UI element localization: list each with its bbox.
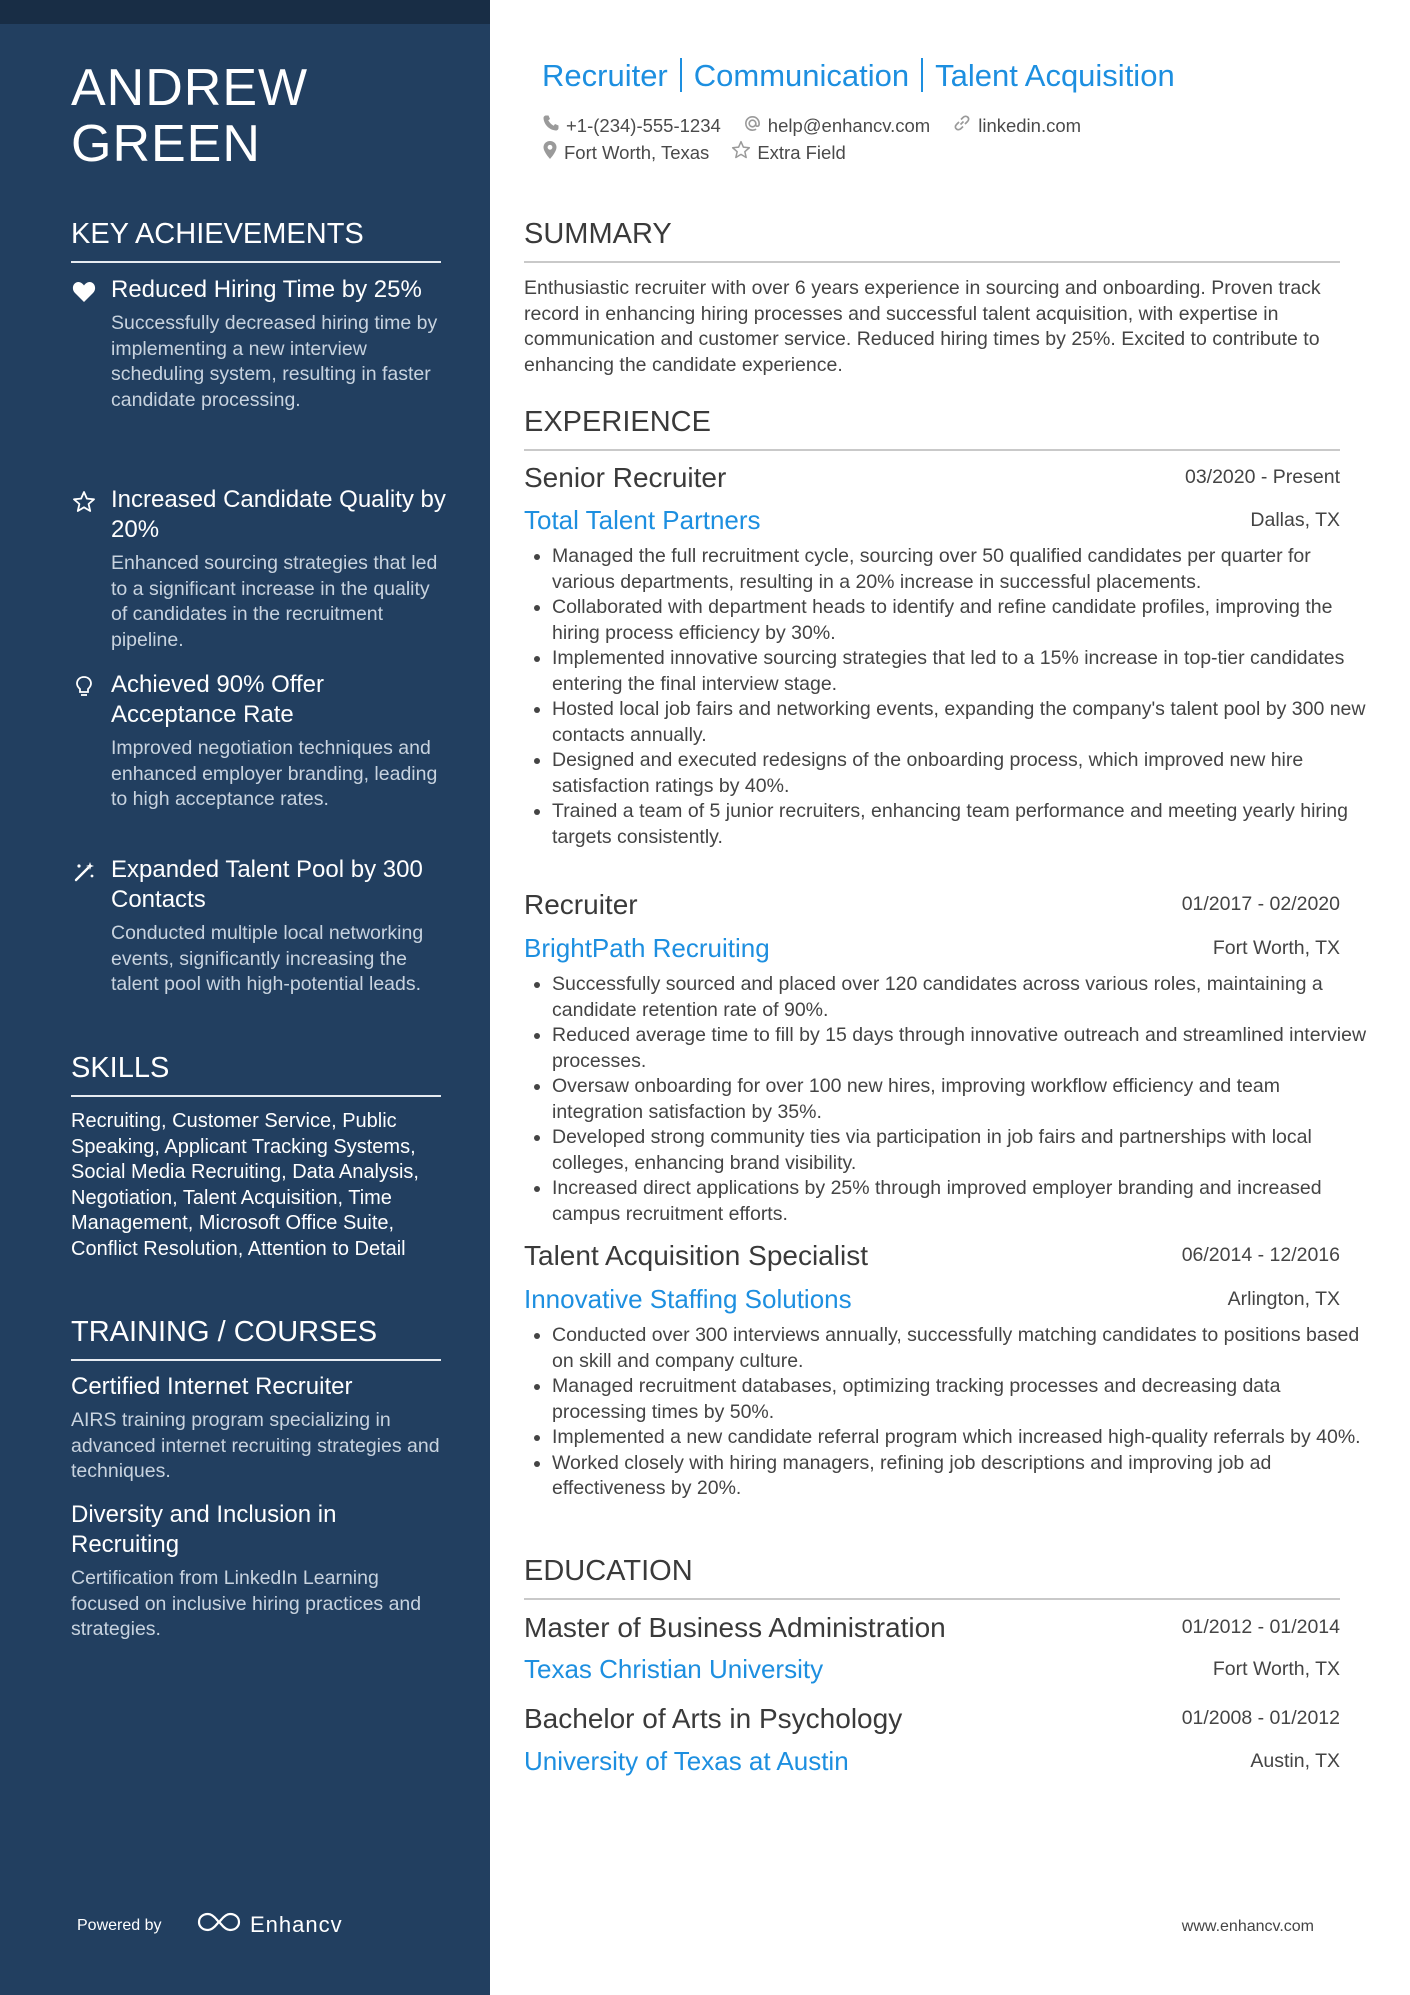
job-header: [524, 1240, 1340, 1274]
brand-logo[interactable]: [196, 1910, 343, 1940]
job-location: Dallas, TX: [1250, 509, 1340, 531]
job-bullet: • Collaborated with department heads to identify and refine candidate profiles, improving the hiring process efficiency by 30%.: [552, 595, 1370, 646]
education-school-row: [524, 1746, 1340, 1780]
star-icon: [71, 489, 97, 515]
job-role: Talent Acquisition Specialist: [524, 1240, 868, 1271]
headline-item: Recruiter: [542, 58, 668, 93]
main-content: [490, 0, 1410, 1995]
section-title-skills: SKILLS: [71, 1052, 441, 1097]
contact-row: [542, 113, 1081, 138]
job-dates: 06/2014 - 12/2016: [1181, 1244, 1340, 1266]
contact-email[interactable]: [743, 113, 930, 138]
heart-icon: [71, 279, 97, 305]
achievement-item: [71, 670, 446, 813]
job-header: [524, 462, 1340, 496]
job-bullet: • Conducted over 300 interviews annually, successfully matching candidates to positions based on skill and company culture.: [552, 1323, 1370, 1374]
job-company-row: [524, 933, 1340, 967]
job-dates: 01/2017 - 02/2020: [1181, 893, 1340, 915]
summary-text: Enthusiastic recruiter with over 6 years experience in sourcing and onboarding. Proven track record in enhancing hiring processes and successful talent acquisition, with expertise in communication and customer service. Reduced hiring times by 25%. Excited to contribute to enhancing the candidate experience.: [524, 277, 1321, 376]
school-name[interactable]: University of Texas at Austin: [524, 1746, 849, 1776]
education-header: [524, 1612, 1340, 1646]
job-bullet: • Successfully sourced and placed over 120 candidates across various roles, maintaining a candidate retention rate of 90%.: [552, 972, 1370, 1023]
section-title-experience: EXPERIENCE: [524, 406, 1340, 451]
job-company[interactable]: BrightPath Recruiting: [524, 933, 770, 963]
job-bullet: • Developed strong community ties via participation in job fairs and partnerships with local colleges, enhancing brand visibility.: [552, 1125, 1370, 1176]
contact-linkedin[interactable]: [952, 113, 1081, 138]
email-text: help@enhancv.com: [767, 114, 931, 136]
job-role: Senior Recruiter: [524, 462, 727, 493]
achievement-title: Increased Candidate Quality by 20%: [111, 486, 446, 543]
sidebar-top-bar: [0, 0, 490, 24]
course-desc: AIRS training program specializing in advanced internet recruiting strategies and techniques.: [71, 1409, 440, 1482]
star-outline-icon: [731, 140, 751, 165]
job-bullet: • Managed the full recruitment cycle, sourcing over 50 qualified candidates per quarter for various departments, resulting in a 20% increase in successful placements.: [552, 544, 1370, 595]
map-pin-icon: [542, 140, 558, 165]
job-bullets: [524, 972, 1370, 1227]
magic-wand-icon: [71, 859, 97, 885]
footer-url[interactable]: www.enhancv.com: [1181, 1918, 1314, 1935]
candidate-name: ANDREW GREEN: [71, 59, 309, 173]
job-bullets: [524, 1323, 1370, 1502]
job-location: Fort Worth, TX: [1212, 937, 1340, 959]
achievement-desc: Successfully decreased hiring time by implementing a new interview scheduling system, resulting in faster candidate processing.: [111, 312, 438, 411]
achievement-desc: Improved negotiation techniques and enhanced employer branding, leading to high acceptance rates.: [111, 737, 438, 810]
course-item: [71, 1372, 446, 1485]
contact-extra: [731, 140, 845, 165]
powered-by-label: Powered by: [77, 1917, 162, 1934]
job-bullet: • Implemented innovative sourcing strategies that led to a 15% increase in top-tier candidates entering the final interview stage.: [552, 646, 1370, 697]
job-company[interactable]: Total Talent Partners: [524, 505, 761, 535]
contact-location: [542, 140, 709, 165]
brand-name: Enhancv: [250, 1912, 343, 1937]
extra-field-text: Extra Field: [757, 141, 846, 163]
achievement-title: Achieved 90% Offer Acceptance Rate: [111, 671, 325, 728]
achievement-title: Expanded Talent Pool by 300 Contacts: [111, 856, 423, 913]
job-company[interactable]: Innovative Staffing Solutions: [524, 1284, 852, 1314]
job-bullet: • Increased direct applications by 25% through improved employer branding and increased campus recruitment efforts.: [552, 1176, 1370, 1227]
job-bullet: • Managed recruitment databases, optimizing tracking processes and decreasing data processing times by 50%.: [552, 1374, 1370, 1425]
lightbulb-icon: [71, 674, 97, 700]
job-bullet: • Oversaw onboarding for over 100 new hires, improving workflow efficiency and team integration satisfaction by 35%.: [552, 1074, 1370, 1125]
headline-separator: [921, 58, 923, 92]
achievement-title: Reduced Hiring Time by 25%: [111, 276, 422, 303]
education-school-row: [524, 1654, 1340, 1688]
section-title-education: EDUCATION: [524, 1555, 1340, 1600]
degree: Master of Business Administration: [524, 1612, 946, 1643]
course-title: Diversity and Inclusion in Recruiting: [71, 1501, 337, 1558]
education-location: Austin, TX: [1250, 1750, 1340, 1772]
section-title-training: TRAINING / COURSES: [71, 1316, 441, 1361]
course-desc: Certification from LinkedIn Learning focused on inclusive hiring practices and strategies.: [71, 1567, 422, 1640]
job-location: Arlington, TX: [1227, 1288, 1340, 1310]
job-bullet: • Designed and executed redesigns of the onboarding process, which improved new hire satisfaction ratings by 40%.: [552, 748, 1370, 799]
school-name[interactable]: Texas Christian University: [524, 1654, 824, 1684]
link-icon: [952, 113, 972, 138]
achievement-item: [71, 485, 446, 653]
headline-separator: [680, 58, 682, 92]
headline-item: Talent Acquisition: [935, 58, 1175, 93]
section-title-summary: SUMMARY: [524, 218, 1340, 263]
achievement-desc: Conducted multiple local networking events, significantly increasing the talent pool with high-potential leads.: [111, 922, 424, 995]
achievement-item: [71, 855, 446, 998]
at-icon: [743, 114, 762, 138]
section-title-achievements: KEY ACHIEVEMENTS: [71, 218, 441, 263]
job-bullet: • Worked closely with hiring managers, refining job descriptions and improving job ad effectiveness by 20%.: [552, 1451, 1370, 1502]
course-item: [71, 1500, 446, 1643]
headline: [542, 58, 1362, 94]
achievement-item: [71, 275, 446, 413]
job-bullet: • Hosted local job fairs and networking events, expanding the company's talent pool by 300 new contacts annually.: [552, 697, 1370, 748]
headline-item: Communication: [693, 58, 910, 93]
job-header: [524, 889, 1340, 923]
education-header: [524, 1703, 1340, 1737]
location-text: Fort Worth, Texas: [564, 141, 710, 163]
infinity-logo-icon: [196, 1910, 242, 1940]
achievement-desc: Enhanced sourcing strategies that led to a significant increase in the quality of candidates in the recruitment pipeline.: [111, 552, 438, 651]
job-bullet: • Implemented a new candidate referral program which increased high-quality referrals by 40%.: [552, 1425, 1370, 1451]
education-dates: 01/2012 - 01/2014: [1181, 1616, 1340, 1638]
sidebar: [0, 0, 490, 1995]
job-company-row: [524, 505, 1340, 539]
job-bullet: • Reduced average time to fill by 15 days through innovative outreach and streamlined interview processes.: [552, 1023, 1370, 1074]
education-location: Fort Worth, TX: [1212, 1658, 1340, 1680]
job-bullets: [524, 544, 1370, 850]
job-role: Recruiter: [524, 889, 638, 920]
phone-icon: [542, 114, 560, 137]
contact-row: [542, 140, 846, 165]
job-company-row: [524, 1284, 1340, 1318]
job-dates: 03/2020 - Present: [1184, 466, 1340, 488]
education-dates: 01/2008 - 01/2012: [1181, 1707, 1340, 1729]
course-title: Certified Internet Recruiter: [71, 1373, 353, 1400]
contact-phone[interactable]: [542, 113, 721, 138]
job-bullet: • Trained a team of 5 junior recruiters, enhancing team performance and meeting yearly hiring targets consistently.: [552, 799, 1370, 850]
linkedin-text: linkedin.com: [978, 114, 1082, 136]
phone-text: +1-(234)-555-1234: [566, 114, 721, 136]
degree: Bachelor of Arts in Psychology: [524, 1703, 903, 1734]
skills-list: Recruiting, Customer Service, Public Speaking, Applicant Tracking Systems, Social Media Recruiting, Data Analysis, Negotiation, Talent Acquisition, Time Management, Microsoft Office Suite, Conflict Resolution, Attention to Detail: [71, 1110, 419, 1260]
